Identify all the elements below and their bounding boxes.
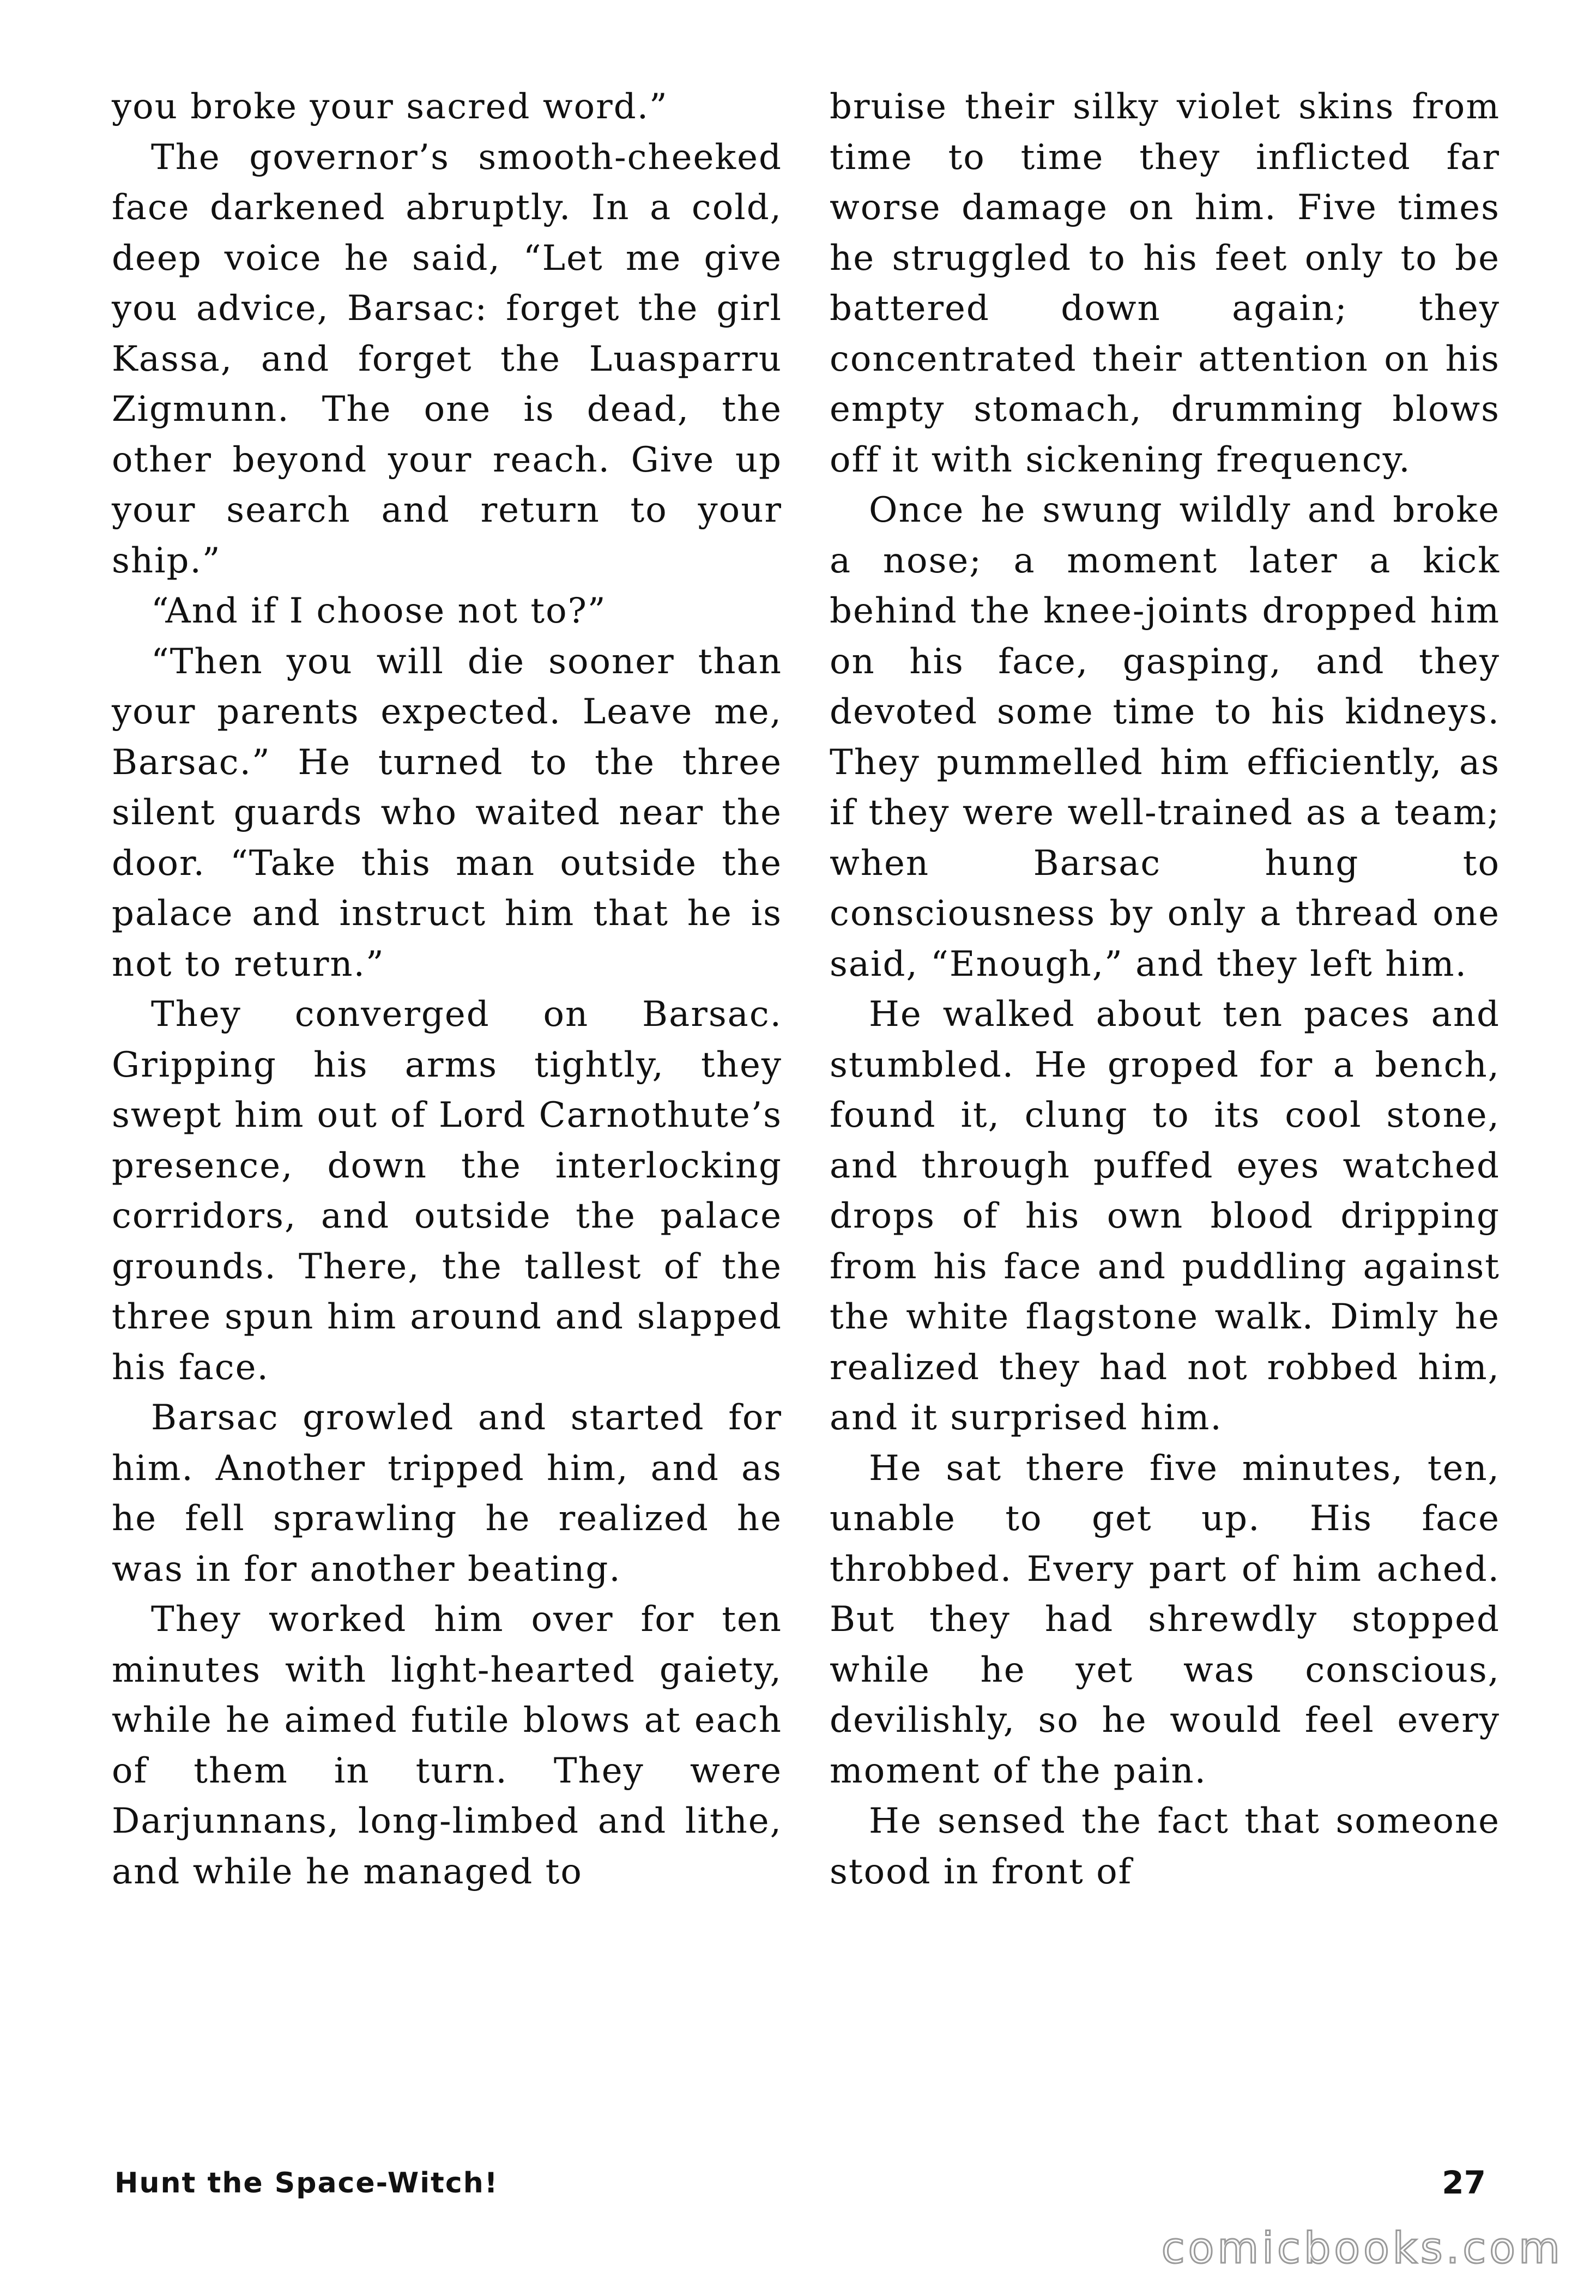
paragraph: They worked him over for ten minutes with light-hearted gaiety, while he aimed futile blows at each of them in turn. They were Darjunnans, long-limbed and lithe, and while he managed to [112,1599,782,1892]
paragraph: bruise their silky violet skins from time to time they inflicted far worse damage on him. Five times he struggled to his feet only to be battered down again; they concentrated their attention on his empty stomach, drumming blows off it with sickening frequency. [830,87,1500,480]
paragraph: He walked about ten paces and stumbled. He groped for a bench, found it, clung to its cool stone, and through puffed eyes watched drops of his own blood dripping from his face and puddling against the white flagstone walk. Dimly he realized they had not robbed him, and it surprised him. [830,994,1500,1438]
right-text-column [830,82,1500,1897]
left-text-column [112,82,782,1897]
paragraph: “Then you will die sooner than your parents expected. Leave me, Barsac.” He turned to the three silent guards who waited near the door. “Take this man outside the palace and instruct him that he is not to return.” [112,641,782,984]
paragraph: He sensed the fact that someone stood in front of [830,1801,1500,1892]
site-watermark: comicbooks.com [1161,2224,1563,2273]
paragraph: The governor’s smooth-cheeked face darkened abruptly. In a cold, deep voice he said, “Let me give you advice, Barsac: forget the girl Kassa, and forget the Luasparru Zigmunn. The one is dead, the other beyond your reach. Give up your search and return to your ship.” [112,137,782,581]
paragraph: “And if I choose not to?” [151,591,607,631]
paragraph: you broke your sacred word.” [112,87,668,127]
paragraph: They converged on Barsac. Gripping his arms tightly, they swept him out of Lord Carnothute’s presence, down the interlocking corridors, and outside the palace grounds. There, the tallest of the three spun him around and slapped his face. [112,994,782,1388]
running-title: Hunt the Space-Witch! [114,2167,499,2200]
paragraph: He sat there five minutes, ten, unable to get up. His face throbbed. Every part of him ached. But they had shrewdly stopped while he yet was conscious, devilishly, so he would feel every moment of the pain. [830,1448,1500,1791]
paragraph: Once he swung wildly and broke a nose; a moment later a kick behind the knee-joints dropped him on his face, gasping, and they devoted some time to his kidneys. They pummelled him efficiently, as if they were well-trained as a team; when Barsac hung to consciousness by only a thread one said, “Enough,” and they left him. [830,490,1500,984]
page-number: 27 [1442,2164,1486,2201]
paragraph: Barsac growled and started for him. Another tripped him, and as he fell sprawling he realized he was in for another beating. [112,1398,782,1590]
